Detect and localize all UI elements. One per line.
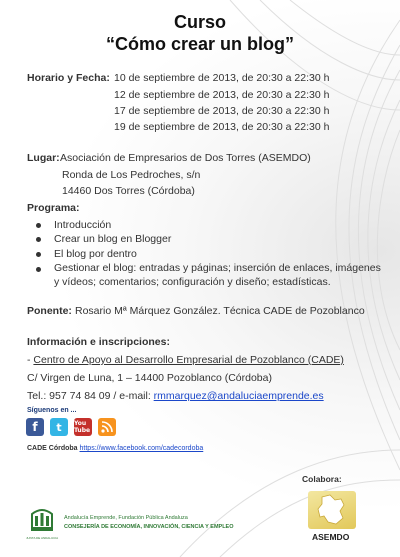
info-center-line [27,354,344,366]
email-link[interactable]: rmmarquez@andaluciaemprende.es [153,390,324,402]
schedule-date: 12 de septiembre de 2013, de 20:30 a 22:30 h [114,89,330,101]
info-title: Información e inscripciones: [27,336,170,348]
bullet [36,267,41,272]
cade-facebook-line [27,445,203,452]
follow-us-label: Síguenos en ... [27,407,77,414]
place-name: Asociación de Empresarios de Dos Torres (ASEMDO) [60,152,311,164]
info-phone: Tel.: 957 74 84 09 / e-mail: [27,390,154,402]
course-label: Curso [173,12,226,32]
asemdo-label: ASEMDO [312,532,350,542]
schedule-date: 17 de septiembre de 2013, de 20:30 a 22:30 h [114,105,330,117]
place-street: Ronda de Los Pedroches, s/n [62,169,201,181]
schedule-label: Horario y Fecha: [27,72,110,84]
social-icons [26,418,116,436]
place-label: Lugar: [27,152,60,164]
info-address: C/ Virgen de Luna, 1 – 14400 Pozoblanco (Córdoba) [27,372,272,384]
cade-facebook-link[interactable]: https://www.facebook.com/cadecordoba [79,445,204,452]
agency-name: Andalucía Emprende, Fundación Pública Andaluza [64,515,188,521]
program-item: Introducción [54,219,112,231]
colabora-label: Colabora: [302,474,342,484]
cade-label: CADE Córdoba [27,445,78,452]
program-item: Gestionar el blog: entradas y páginas; inserción de enlaces, imágenes [54,262,381,274]
bullet [36,223,41,228]
speaker-label: Ponente: [27,305,72,317]
twitter-icon[interactable]: t [50,418,68,436]
schedule-date: 19 de septiembre de 2013, de 20:30 a 22:30 h [114,121,330,133]
asemdo-logo [308,491,356,529]
place-city: 14460 Dos Torres (Córdoba) [62,185,195,197]
bullet [36,252,41,257]
cade-center-link[interactable]: Centro de Apoyo al Desarrollo Empresarial de Pozoblanco (CADE) [33,354,344,366]
info-contact [27,390,324,402]
junta-andalucia-logo [26,502,58,536]
info-dash: - [27,354,34,366]
junta-caption: JUNTA DE ANDALUCIA [26,536,59,540]
rss-icon[interactable] [98,418,116,436]
program-item: El blog por dentro [54,248,137,260]
speaker-name: Rosario Mª Márquez González. Técnica CADE de Pozoblanco [75,305,365,317]
course-title: “Cómo crear un blog” [105,34,294,54]
bullet [36,237,41,242]
schedule-date: 10 de septiembre de 2013, de 20:30 a 22:30 h [114,72,330,84]
youtube-icon[interactable]: You Tube [74,420,91,434]
program-item: Crear un blog en Blogger [54,233,172,245]
program-item-continued: y vídeos; comentarios; configuración y diseño; estadísticas. [54,276,331,288]
ministry-name: CONSEJERÍA DE ECONOMÍA, INNOVACIÓN, CIENCIA Y EMPLEO [64,524,234,530]
facebook-icon[interactable]: f [26,418,44,436]
program-label: Programa: [27,202,80,214]
